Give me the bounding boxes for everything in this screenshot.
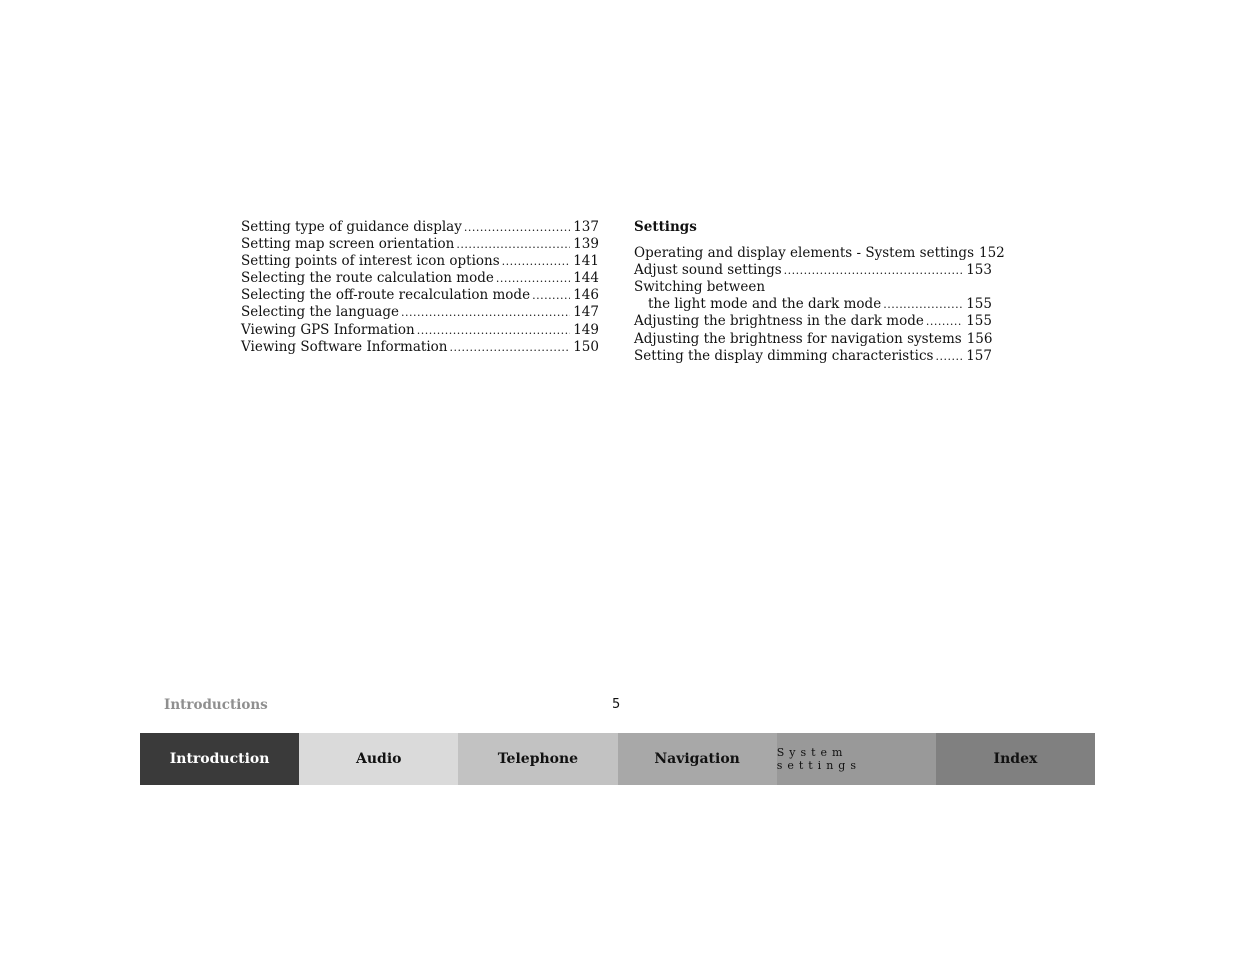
toc-entry[interactable] — [241, 270, 599, 287]
toc-entry[interactable] — [634, 262, 992, 279]
toc-entry-page: 144 — [573, 270, 599, 287]
toc-entry[interactable] — [241, 322, 599, 339]
toc-entry-page: 152 — [979, 245, 1005, 262]
tab-navigation[interactable]: Navigation — [618, 733, 777, 785]
toc-entry[interactable] — [241, 236, 599, 253]
toc-entry-page: 156 — [966, 330, 993, 347]
dot-leader — [401, 304, 570, 321]
toc-entry[interactable] — [634, 331, 992, 348]
dot-leader — [464, 219, 570, 236]
toc-entry-label: Viewing GPS Information — [241, 321, 415, 338]
toc-entry-label: Adjust sound settings — [634, 262, 782, 279]
toc-entry-page: 150 — [573, 338, 599, 355]
toc-right-column — [634, 219, 1005, 365]
tab-index[interactable]: Index — [936, 733, 1095, 785]
toc-entry-label: Selecting the language — [241, 304, 399, 321]
toc-entry[interactable] — [241, 253, 599, 270]
toc-entry-label: Operating and display elements - System settings — [634, 245, 974, 262]
toc-entry[interactable] — [241, 287, 599, 304]
dot-leader — [496, 270, 570, 287]
toc-entry-label: the light mode and the dark mode — [648, 296, 882, 313]
toc-entry-label: Setting the display dimming characteristics — [634, 347, 934, 364]
toc-entry[interactable] — [634, 313, 992, 330]
toc-entry-label: Adjusting the brightness for navigation systems — [634, 330, 962, 347]
toc-entry-page: 153 — [966, 262, 992, 279]
toc-entry[interactable] — [241, 219, 599, 236]
toc-entry-label: Selecting the route calculation mode — [241, 270, 494, 287]
toc-entry-page: 137 — [573, 219, 599, 235]
page-number: 5 — [612, 697, 621, 712]
dot-leader — [456, 236, 570, 253]
toc-entry-label: Setting map screen orientation — [241, 236, 455, 253]
dot-leader — [532, 287, 570, 304]
footer-section-label: Introductions — [164, 697, 268, 713]
toc-entry[interactable] — [241, 339, 599, 356]
toc-entry-label: Setting type of guidance display — [241, 219, 462, 235]
toc-entry-page: 146 — [573, 287, 599, 304]
toc-entry[interactable] — [241, 304, 599, 321]
toc-entry[interactable] — [634, 348, 992, 365]
dot-leader — [449, 339, 570, 356]
dot-leader — [883, 296, 963, 313]
dot-leader — [417, 322, 570, 339]
toc-entry[interactable] — [634, 245, 1005, 262]
chapter-tab-bar — [140, 733, 1095, 785]
toc-entry-page: 147 — [573, 304, 599, 321]
toc-entry[interactable] — [634, 296, 992, 313]
toc-entry-label: Adjusting the brightness in the dark mode — [634, 313, 924, 330]
toc-entry-label: Setting points of interest icon options — [241, 253, 500, 270]
tab-introduction[interactable]: Introduction — [140, 733, 299, 785]
toc-entry-heading: Switching between — [634, 279, 766, 296]
toc-entry-label: Selecting the off-route recalculation mode — [241, 287, 531, 304]
dot-leader — [935, 348, 963, 365]
toc-entry-label: Viewing Software Information — [241, 338, 448, 355]
dot-leader — [502, 253, 571, 270]
toc-entry-page: 155 — [966, 313, 992, 330]
tab-system-settings[interactable]: System settings — [777, 733, 936, 785]
dot-leader — [926, 313, 963, 330]
toc-entry-page: 157 — [966, 347, 992, 364]
toc-entry-page: 141 — [573, 253, 599, 270]
toc-entry-page: 155 — [966, 296, 992, 313]
section-title: Settings — [634, 219, 697, 235]
dot-leader — [784, 262, 964, 279]
tab-audio[interactable]: Audio — [299, 733, 458, 785]
toc-left-column — [241, 219, 599, 356]
toc-entry-page: 149 — [573, 321, 599, 338]
tab-telephone[interactable]: Telephone — [458, 733, 617, 785]
toc-entry-page: 139 — [573, 236, 599, 253]
